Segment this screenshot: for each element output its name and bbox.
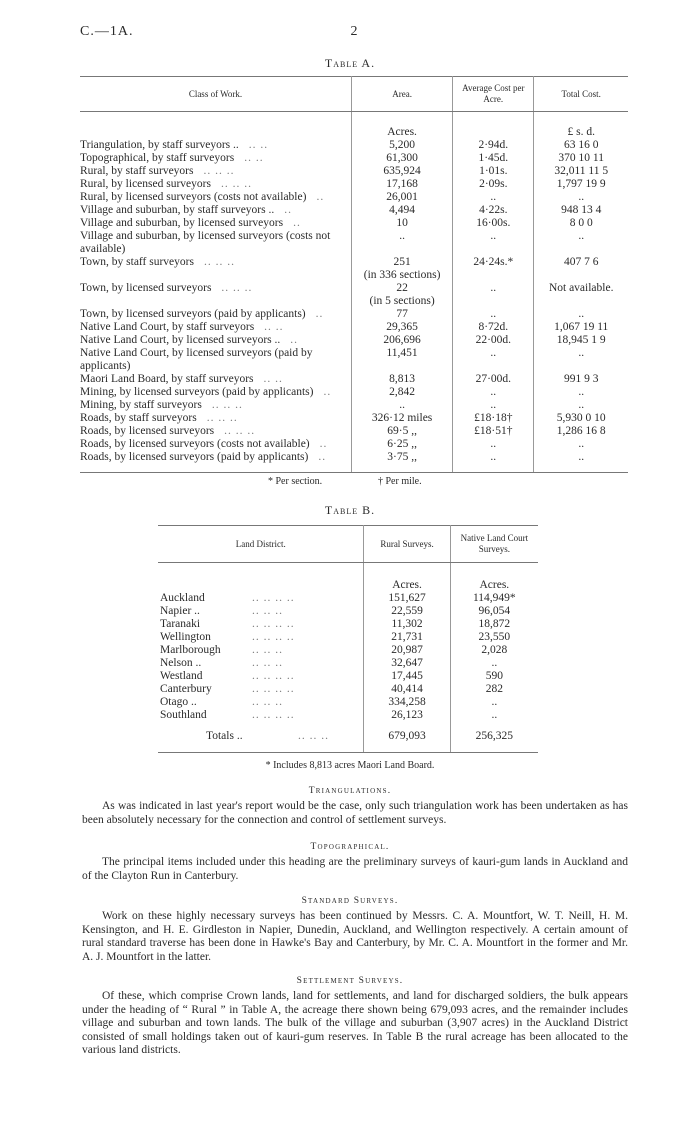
table-b-row: [158, 618, 538, 631]
total-cost-cell: 18,945 1 9: [556, 334, 606, 346]
paragraph-topographical: The principal items included under this heading are the preliminary surveys of kauri-gum lands in Auckland and of the Clayton Run in Canterbury.: [82, 856, 628, 882]
native-land-court-cell: 23,550: [478, 631, 511, 643]
table-b-col-native: Native Land Court Surveys.: [450, 526, 538, 563]
class-of-work-label: Village and suburban, by licensed surveyors: [80, 217, 284, 229]
rural-surveys-cell: 11,302: [364, 618, 450, 631]
area-cell: 635,924: [352, 165, 453, 178]
leader-dots: .. ..: [263, 373, 283, 385]
class-of-work-label: Village and suburban, by licensed surveyors (costs not available): [80, 230, 331, 255]
table-a-row: [80, 386, 628, 399]
class-of-work-cell: [80, 373, 352, 386]
table-a-row: [80, 178, 628, 191]
class-of-work-cell: [80, 217, 352, 230]
table-a-row: [80, 373, 628, 386]
table-b-units-row: [158, 579, 538, 592]
land-district-label: Napier ..: [160, 605, 200, 617]
paragraph-triangulations: As was indicated in last year's report would be the case, only such triangulation work has been undertaken as has been absolutely necessary for the connection and control of settlement surveys.: [82, 800, 628, 826]
area-cell: 11,451: [352, 347, 453, 373]
table-b-row: [158, 696, 538, 709]
table-a-row: [80, 451, 628, 464]
area-cell: 61,300: [352, 152, 453, 165]
leader-dots: .. .. .. ..: [252, 709, 295, 721]
leader-dots: ..: [284, 204, 292, 216]
leader-dots: .. .. ..: [252, 657, 283, 669]
area-cell: 8,813: [352, 373, 453, 386]
avg-cost-cell: ..: [453, 282, 534, 295]
avg-cost-cell: ..: [453, 438, 534, 451]
avg-cost-cell: 2·94d.: [453, 139, 534, 152]
area-cell: 6·25 ,,: [352, 438, 453, 451]
class-of-work-label: Triangulation, by staff surveyors ..: [80, 139, 239, 151]
land-district-label: Totals ..: [206, 730, 243, 742]
class-of-work-label: Village and suburban, by staff surveyors ..: [80, 204, 275, 216]
table-a-note-row: [80, 269, 628, 282]
footnote-per-mile: † Per mile.: [378, 476, 422, 487]
avg-cost-cell: ..: [453, 308, 534, 321]
rural-surveys-cell: 21,731: [364, 631, 450, 644]
avg-cost-cell: ..: [453, 451, 534, 464]
rural-unit: Acres.: [364, 579, 450, 592]
class-of-work-label: Native Land Court, by licensed surveyors (paid by applicants): [80, 347, 313, 372]
avg-cost-cell: 1·01s.: [453, 165, 534, 178]
total-cost-cell: Not available.: [548, 282, 614, 294]
table-a-row: [80, 412, 628, 425]
rural-surveys-cell: 17,445: [364, 670, 450, 683]
table-a: [80, 76, 628, 473]
rural-surveys-cell: 334,258: [364, 696, 450, 709]
avg-cost-cell: £18·18†: [453, 412, 534, 425]
leader-dots: .. .. .. ..: [252, 631, 295, 643]
table-a-row: [80, 334, 628, 347]
leader-dots: .. .. ..: [211, 399, 243, 411]
class-of-work-label: Roads, by staff surveyors: [80, 412, 197, 424]
table-a-col-area: Area.: [352, 77, 453, 112]
table-a-row: [80, 152, 628, 165]
class-of-work-label: Topographical, by staff surveyors: [80, 152, 235, 164]
land-district-cell: [158, 709, 364, 722]
area-cell: 4,494: [352, 204, 453, 217]
table-a-row: [80, 204, 628, 217]
total-cost-cell: 5,930 0 10: [556, 412, 606, 424]
table-a-row: [80, 217, 628, 230]
area-cell: 26,001: [352, 191, 453, 204]
area-cell: 69·5 ,,: [352, 425, 453, 438]
leader-dots: ..: [316, 191, 325, 203]
class-of-work-label: Native Land Court, by licensed surveyors ..: [80, 334, 281, 346]
table-a-row: [80, 308, 628, 321]
native-land-court-cell: 2,028: [481, 644, 508, 656]
native-unit: Acres.: [479, 579, 510, 591]
avg-cost-cell: 1·45d.: [453, 152, 534, 165]
area-unit: Acres.: [352, 126, 453, 139]
area-cell: 10: [352, 217, 453, 230]
table-a-row: [80, 191, 628, 204]
table-b-col-district: Land District.: [158, 526, 364, 563]
area-cell: ..: [352, 399, 453, 412]
document-reference: C.—1A.: [80, 24, 134, 39]
area-note-cell: (in 5 sections): [352, 295, 453, 308]
table-b-row: [158, 709, 538, 722]
class-of-work-cell: [80, 308, 352, 321]
page-number: 2: [350, 24, 358, 39]
empty-cell: [80, 269, 352, 282]
class-of-work-label: Rural, by staff surveyors: [80, 165, 194, 177]
land-district-label: Nelson ..: [160, 657, 202, 669]
empty-cell: [534, 269, 628, 282]
total-cost-cell: ..: [578, 347, 585, 359]
avg-cost-cell: 24·24s.*: [453, 256, 534, 269]
table-b-row: [158, 644, 538, 657]
empty-cell: [453, 269, 534, 282]
total-cost-cell: 370 10 11: [558, 152, 604, 164]
table-a-units-row: [80, 126, 628, 139]
leader-dots: .. .. ..: [224, 425, 256, 437]
avg-cost-cell: ..: [453, 386, 534, 399]
class-of-work-cell: [80, 152, 352, 165]
land-district-label: Otago ..: [160, 696, 197, 708]
class-of-work-label: Town, by licensed surveyors (paid by applicants): [80, 308, 306, 320]
native-land-court-cell: ..: [491, 696, 498, 708]
heading-topographical: Topographical.: [310, 842, 390, 852]
land-district-cell: [158, 730, 364, 746]
table-b-totals-row: [158, 730, 538, 746]
total-cost-cell: 948 13 4: [561, 204, 602, 216]
native-land-court-cell: 114,949*: [472, 592, 516, 604]
area-cell: 5,200: [352, 139, 453, 152]
class-of-work-cell: [80, 321, 352, 334]
class-of-work-label: Rural, by licensed surveyors (costs not available): [80, 191, 307, 203]
class-of-work-label: Town, by staff surveyors: [80, 256, 194, 268]
land-district-label: Southland: [160, 709, 207, 721]
paragraph-standard-surveys: Work on these highly necessary surveys has been continued by Messrs. C. A. Mountfort, W. T. Neill, H. M. Kensington, and H. E. Girdleston in Napier, Dunedin, Auckland, and Wellington respectively. A certain amount of rural standard traverse has been done in Hawke's Bay and Canterbury, by Mr. C. A. Mountfort in the former and Mr. A. J. Mountfort in the latter.: [82, 910, 628, 963]
table-a-row: [80, 165, 628, 178]
class-of-work-label: Maori Land Board, by staff surveyors: [80, 373, 254, 385]
heading-standard-surveys: Standard Surveys.: [301, 896, 399, 906]
area-cell: 3·75 ,,: [352, 451, 453, 464]
leader-dots: .. .. .. ..: [252, 670, 295, 682]
land-district-cell: [158, 696, 364, 709]
class-of-work-cell: [80, 412, 352, 425]
table-a-title: Table A.: [324, 56, 376, 70]
area-cell: ..: [352, 230, 453, 256]
land-district-label: Westland: [160, 670, 203, 682]
table-a-row: [80, 282, 628, 295]
total-cost-cell: 1,286 16 8: [556, 425, 606, 437]
land-district-cell: [158, 592, 364, 605]
class-of-work-label: Mining, by licensed surveyors (paid by applicants): [80, 386, 314, 398]
native-total-cell: 256,325: [475, 730, 514, 742]
total-cost-cell: ..: [578, 386, 585, 398]
land-district-label: Marlborough: [160, 644, 221, 656]
rural-surveys-cell: 32,647: [364, 657, 450, 670]
class-of-work-cell: [80, 256, 352, 269]
leader-dots: .. ..: [244, 152, 264, 164]
table-b-title: Table B.: [324, 503, 376, 517]
native-land-court-cell: ..: [491, 657, 498, 669]
footnote-per-section: * Per section.: [268, 476, 323, 487]
avg-cost-cell: £18·51†: [453, 425, 534, 438]
land-district-cell: [158, 618, 364, 631]
class-of-work-label: Roads, by licensed surveyors (paid by applicants): [80, 451, 309, 463]
table-a-row: [80, 347, 628, 373]
class-of-work-cell: [80, 230, 352, 256]
table-b-row: [158, 683, 538, 696]
table-a-note-row: [80, 295, 628, 308]
land-district-cell: [158, 683, 364, 696]
leader-dots: ..: [315, 308, 324, 320]
land-district-label: Taranaki: [160, 618, 201, 630]
avg-cost-cell: 22·00d.: [453, 334, 534, 347]
area-cell: 326·12 miles: [352, 412, 453, 425]
class-of-work-cell: [80, 282, 352, 295]
leader-dots: .. .. ..: [221, 282, 253, 294]
total-cost-cell: ..: [578, 451, 585, 463]
class-of-work-cell: [80, 386, 352, 399]
leader-dots: .. .. ..: [252, 605, 283, 617]
class-of-work-label: Native Land Court, by staff surveyors: [80, 321, 255, 333]
land-district-cell: [158, 644, 364, 657]
page-header: [80, 24, 628, 42]
table-b-row: [158, 605, 538, 618]
leader-dots: ..: [293, 217, 301, 229]
avg-cost-cell: 27·00d.: [453, 373, 534, 386]
total-cost-cell: 1,797 19 9: [556, 178, 606, 190]
class-of-work-cell: [80, 399, 352, 412]
area-cell: 2,842: [352, 386, 453, 399]
rural-total-cell: 679,093: [364, 730, 450, 746]
leader-dots: .. .. .. ..: [252, 592, 295, 604]
leader-dots: .. .. .. ..: [252, 683, 295, 695]
class-of-work-label: Roads, by licensed surveyors (costs not available): [80, 438, 310, 450]
table-a-row: [80, 425, 628, 438]
avg-cost-cell: ..: [453, 399, 534, 412]
paragraph-settlement-surveys: Of these, which comprise Crown lands, land for settlements, and land for discharged soldiers, the bulk appears under the heading of “ Rural ” in Table A, the acreage there shown being 679,093 acres, and the remainder includes village and suburban and town lands. The bulk of the village and suburban (3,907 acres) in the Auckland District consisted of small holdings taken out of kauri-gum reserves. In Table B the rural acreage has been allocated to the various land districts.: [82, 990, 628, 1056]
leader-dots: ..: [319, 438, 328, 450]
table-a-col-class: Class of Work.: [80, 77, 352, 112]
rural-surveys-cell: 20,987: [364, 644, 450, 657]
leader-dots: .. .. ..: [206, 412, 238, 424]
total-cost-cell: 991 9 3: [563, 373, 599, 385]
total-cost-cell: 8 0 0: [569, 217, 593, 229]
native-land-court-cell: ..: [491, 709, 498, 721]
avg-cost-cell: ..: [453, 347, 534, 373]
table-b-row: [158, 657, 538, 670]
area-cell: 17,168: [352, 178, 453, 191]
area-cell: 251: [352, 256, 453, 269]
native-land-court-cell: 96,054: [478, 605, 511, 617]
class-of-work-label: Mining, by staff surveyors: [80, 399, 202, 411]
area-cell: 29,365: [352, 321, 453, 334]
table-a-row: [80, 321, 628, 334]
rural-surveys-cell: 151,627: [364, 592, 450, 605]
table-a-col-avg: Average Cost per Acre.: [453, 77, 534, 112]
avg-cost-cell: 4·22s.: [453, 204, 534, 217]
area-cell: 206,696: [352, 334, 453, 347]
total-cost-cell: 32,011 11 5: [554, 165, 609, 177]
empty-cell: [534, 295, 628, 308]
area-cell: 77: [352, 308, 453, 321]
leader-dots: .. .. ..: [220, 178, 252, 190]
leader-dots: .. .. ..: [203, 256, 235, 268]
leader-dots: .. .. ..: [298, 730, 329, 742]
class-of-work-cell: [80, 425, 352, 438]
table-b-header-row: [158, 526, 538, 563]
leader-dots: .. ..: [248, 139, 269, 151]
land-district-cell: [158, 657, 364, 670]
total-cost-cell: ..: [578, 230, 585, 242]
avg-cost-cell: 16·00s.: [453, 217, 534, 230]
leader-dots: ..: [323, 386, 332, 398]
leader-dots: .. ..: [264, 321, 284, 333]
table-a-row: [80, 399, 628, 412]
leader-dots: .. .. ..: [252, 696, 283, 708]
table-a-row: [80, 230, 628, 256]
avg-cost-cell: ..: [453, 191, 534, 204]
area-note-cell: (in 336 sections): [352, 269, 453, 282]
table-b-row: [158, 592, 538, 605]
table-b-row: [158, 631, 538, 644]
empty-cell: [453, 295, 534, 308]
land-district-label: Wellington: [160, 631, 211, 643]
class-of-work-cell: [80, 165, 352, 178]
class-of-work-label: Town, by licensed surveyors: [80, 282, 212, 294]
total-cost-cell: 1,067 19 11: [554, 321, 609, 333]
avg-cost-cell: ..: [453, 230, 534, 256]
class-of-work-cell: [80, 178, 352, 191]
class-of-work-cell: [80, 347, 352, 373]
total-cost-cell: ..: [578, 308, 585, 320]
empty-cell: [80, 295, 352, 308]
total-cost-cell: 63 16 0: [563, 139, 599, 151]
land-district-label: Canterbury: [160, 683, 212, 695]
leader-dots: ..: [290, 334, 298, 346]
total-unit: £ s. d.: [567, 126, 595, 138]
table-b-footnote: * Includes 8,813 acres Maori Land Board.: [265, 760, 435, 771]
rural-surveys-cell: 40,414: [364, 683, 450, 696]
table-b: [158, 525, 538, 753]
table-a-row: [80, 256, 628, 269]
native-land-court-cell: 18,872: [478, 618, 511, 630]
total-cost-cell: 407 7 6: [563, 256, 599, 268]
class-of-work-cell: [80, 334, 352, 347]
leader-dots: .. .. ..: [252, 644, 283, 656]
total-cost-cell: ..: [578, 438, 585, 450]
total-cost-cell: ..: [578, 191, 585, 203]
land-district-label: Auckland: [160, 592, 205, 604]
avg-cost-cell: 2·09s.: [453, 178, 534, 191]
table-a-row: [80, 139, 628, 152]
class-of-work-cell: [80, 451, 352, 464]
heading-settlement-surveys: Settlement Surveys.: [296, 976, 404, 986]
class-of-work-cell: [80, 139, 352, 152]
area-cell: 22: [352, 282, 453, 295]
rural-surveys-cell: 22,559: [364, 605, 450, 618]
leader-dots: .. .. ..: [203, 165, 235, 177]
total-cost-cell: ..: [578, 399, 585, 411]
native-land-court-cell: 590: [485, 670, 503, 682]
class-of-work-label: Roads, by licensed surveyors: [80, 425, 215, 437]
land-district-cell: [158, 631, 364, 644]
native-land-court-cell: 282: [485, 683, 503, 695]
heading-triangulations: Triangulations.: [308, 786, 392, 796]
leader-dots: ..: [318, 451, 327, 463]
class-of-work-cell: [80, 191, 352, 204]
class-of-work-cell: [80, 204, 352, 217]
land-district-cell: [158, 670, 364, 683]
class-of-work-cell: [80, 438, 352, 451]
table-a-row: [80, 438, 628, 451]
table-b-row: [158, 670, 538, 683]
table-a-header-row: [80, 77, 628, 112]
class-of-work-label: Rural, by licensed surveyors: [80, 178, 211, 190]
table-a-col-total: Total Cost.: [534, 77, 628, 112]
leader-dots: .. .. .. ..: [252, 618, 295, 630]
table-b-col-rural: Rural Surveys.: [364, 526, 450, 563]
rural-surveys-cell: 26,123: [364, 709, 450, 722]
land-district-cell: [158, 605, 364, 618]
avg-cost-cell: 8·72d.: [453, 321, 534, 334]
